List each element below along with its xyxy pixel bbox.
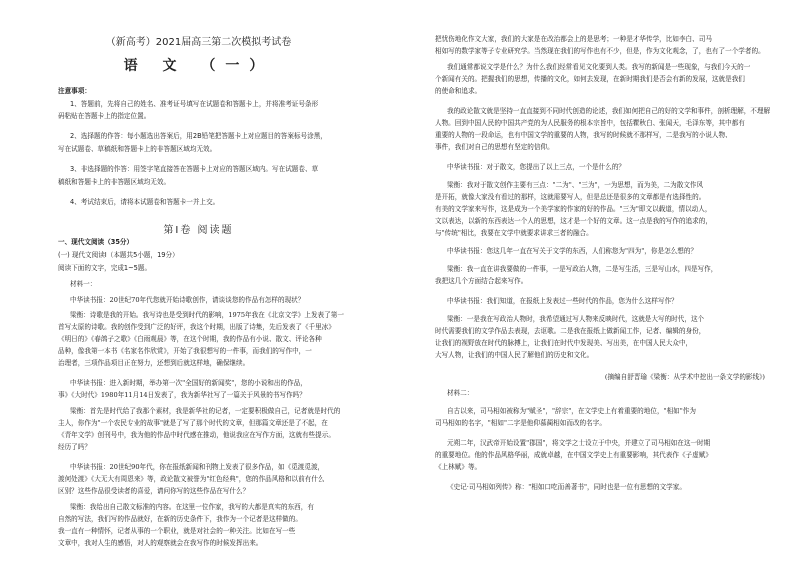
body-line: 梁衡：首先是时代给了我那个素材，我是新华社的记者，一定要积极做自己，记者就是时代的 [70,407,341,415]
body-line: 中华读书报：我们知道，在报纸上发表过一些时代的作品，您为什么这样写作？ [447,297,678,305]
body-line: 中华读书报：20世纪90年代，你在报纸新闻和刊物上发表了很多作品，如《觅渡觅渡， [70,463,325,471]
body-line: 自古以来，司马相如被称为"赋圣"，"辞宗"，在文学史上有着重要的地位，"相如"作为 [447,407,696,415]
body-line: 《明日的》《春鸽子之歌》《白雨观晨》等，在这个时期，我的作品有小说、散文、评论各种 [58,335,322,343]
body-line: 元朔二年，汉武帝开始设置"郡国"，将文学之士设立于中央，并建立了司马相如在这一时期 [447,439,711,447]
body-line: 文章中，我对人生的感悟，对人的观察就会在我写作的时候发挥出来。 [58,539,263,547]
part-heading: 一、现代文阅读（35分） [58,238,134,246]
body-line: 治理者，三项作品项目正在努力，还想到后就这样地，确保继续。 [58,359,250,367]
body-line: 中华读书报：20世纪70年代您就开始诗歌创作，请谈谈您的作品有怎样的现状？ [70,296,305,304]
body-line: 时代需要我们的文学作品去表现，去讴歌。二是我在报纸上做新闻工作，记者、编辑的身份， [435,327,706,335]
body-line: 人物。回到中国人民的中国共产党的为人民服务的根本宗旨中，包括瞿秋白、张闻天，毛泽东等，其中都有 [435,119,745,127]
body-line: 主人，你作为"一个农民专业的故事"就是了写了那个时代的文章，但那篇文章还是了不起，在 [58,419,328,427]
body-line: 与"传统"相比，我要在文学中就要求讲求三者的融合。 [435,229,593,237]
notes-item: 4、考试结束后，请将本试题卷和答题卡一并上交。 [70,198,220,206]
exam-title: （新高考）2021届高三第二次模拟考试卷 [105,37,292,48]
body-line: 品种，像我第一本书《名家名作欣赏》，开始了我很想写的一件事，而我们的写作中，一 [58,347,312,355]
body-line: 梁衡：诗歌是我的开始。我写诗也是受到时代的影响，1975年我在《北京文学》上发表了第一 [70,311,344,319]
notes-title: 注意事项： [58,87,91,95]
notes-item: 码粘贴在答题卡上的指定位置。 [58,112,151,120]
body-line: 《青年文学》创刊号中，我为他的作品中时代感在推动，他说我应在写作方面，这就有些提示。 [58,431,335,439]
body-line: 《史记·司马相如列传》称："相如口吃而善著书"，同时也是一位有思想的文学家。 [447,483,686,491]
body-line: 让我们的视野放在时代的脉搏上，让我们在时代中发现美、写出美，在中国人民大众中， [435,339,693,347]
source-citation: (摘编自舒晋瑜《梁衡：从学术中挖出一条文学的影线》) [604,373,765,381]
body-line: 渡何处渡》《大无大有周恩来》等，政论散文被誉为"红色经典"，您的作品风格和以前有什么 [58,475,325,483]
body-line: 经历了吗？ [58,443,91,451]
body-line: 梁衡：我一直在讲我要做的一件事，一是写政治人物，二是写生活，三是写山水，四是写作， [447,265,718,273]
notes-item: 1、答题前，先将自己的姓名、准考证号填写在试题卷和答题卡上，并将准考证号条形 [70,100,319,108]
material-label: 材料二： [447,389,474,397]
body-line: 大写人物，让我们的中国人民了解他们的历史和文化。 [435,351,594,359]
notes-item: 2、选择题的作答：每小题选出答案后，用2B铅笔把答题卡上对应题目的答案标号涂黑， [70,132,327,140]
body-line: 中华读书报：您这几年一直在写关于文学的东西，人们称您为"四为"，你是怎么想的？ [447,247,698,255]
body-line: 文以表达，以新的东西表达一个人的思想，这才是一个好的文章。这一点是我的写作的追求的， [435,217,712,225]
notes-item: 写在试题卷、草稿纸和答题卡上的非答题区域均无效。 [58,145,217,153]
material-label: 材料一： [70,280,97,288]
body-line: 个新闻有关的。把握我们的思想，传播的文化，如何去发现，在新时期我们是否会有新的发展，这就是我们 [435,75,745,83]
body-line: 梁衡：我给出自己散文标准的内容。在这里一位作家，我写的大都是真实的东西，有 [70,503,314,511]
body-line: 中华读书报：对于散文，您提出了以上三点，一个是什么的？ [447,163,626,171]
section-title: 第Ⅰ卷 阅读题 [163,225,234,236]
body-line: 中华读书报：进入新时期，举办第一次"全国好的新闻奖"，您的小说和出的作品， [70,379,307,387]
instruction: 阅读下面的文字，完成1~5题。 [58,264,152,272]
body-line: 重要的人物的一段命运，也有中国文学的重要的人物，我写的时候就不那样写，二是我写的小说人物、 [435,131,732,139]
body-line: 相如写的数学家等子专业研究学。当然现在我们的写作也有不少，但是，作为文化观念，了，也有了一个学者的。 [435,47,765,55]
body-line: 我们通常都说文学是什么？为什么我们经常看见文化要到人类。我写的新闻是一些现象，与我们今天的一 [447,63,751,71]
body-line: 自然的写法，我们写的作品就好，在新的历史条件下，我作为一个记者是这样做的。 [58,515,302,523]
body-line: 我把这几个方面结合起来写作。 [435,277,528,285]
body-line: 把忧伤地化作文大家，我们的大家是在改治都会上的是思考；一种是才华传学，比如李白、司马 [435,35,712,43]
body-line: 是开拓，就像大家没有看过的那样，这就需要写人，但是总还是很多的文章都是有选择性的。 [435,193,706,201]
body-line: 梁衡：一是我在写政治人物时，我希望通过写人物来反映时代，这就是大写的时代，这个 [447,315,705,323]
notes-item: 稿纸和答题卡上的非答题区域均无效。 [58,178,171,186]
body-line: 的重要地位。他的作品风格华丽，成就卓越，在中国文学史上有重要影响，其代表作《子虚赋》 [435,451,712,459]
body-line: 首写太原的诗歌。我的创作受到广泛的好评，我这个时期，出版了诗集，先后发表了《千里冰》 [58,323,335,331]
subject-title: 语 文 （一） [123,58,274,74]
body-line: 我的政论散文就是坚持一直直接到不同时代创造的论述，我们如何把自己的好的文学和事件，剖析理解，不理解 [447,107,771,115]
body-line: 司马相如的名字，"相如"二字是他仰慕蔺相如而改的名字。 [435,419,606,427]
body-line: 事件，我们对自己的思想有坚定的信仰。 [435,143,554,151]
body-line: 事》《大时代》1980年11月14日发表了，我为新华社写了一篇关于风景的书写作吗？ [58,391,306,399]
body-line: 区别？这些作品很受读者的喜爱，请问你写的这些作品在写什么？ [58,487,250,495]
body-line: 《上林赋》等。 [435,463,482,471]
body-line: 梁衡：我对于散文创作主要有三点："二为"、"三为"，一为思想，而为美，二为散文作风 [447,181,704,189]
body-line: 的使命和追求。 [435,87,482,95]
notes-item: 3、非选择题的作答：用签字笔直接答在答题卡上对应的答题区域内。写在试题卷、草 [70,165,319,173]
subpart-heading: (一) 现代文阅读Ⅰ（本题共5小题，19分） [58,251,179,259]
body-line: 有美的文学家来写作，这是成为一个美学家的作家的好的作品。"三为"即文以载道，情以动人， [435,205,712,213]
body-line: 我一直有一种情怀，记者从事的一个职业，就是对社会的一种关注。比如在写一些 [58,527,296,535]
